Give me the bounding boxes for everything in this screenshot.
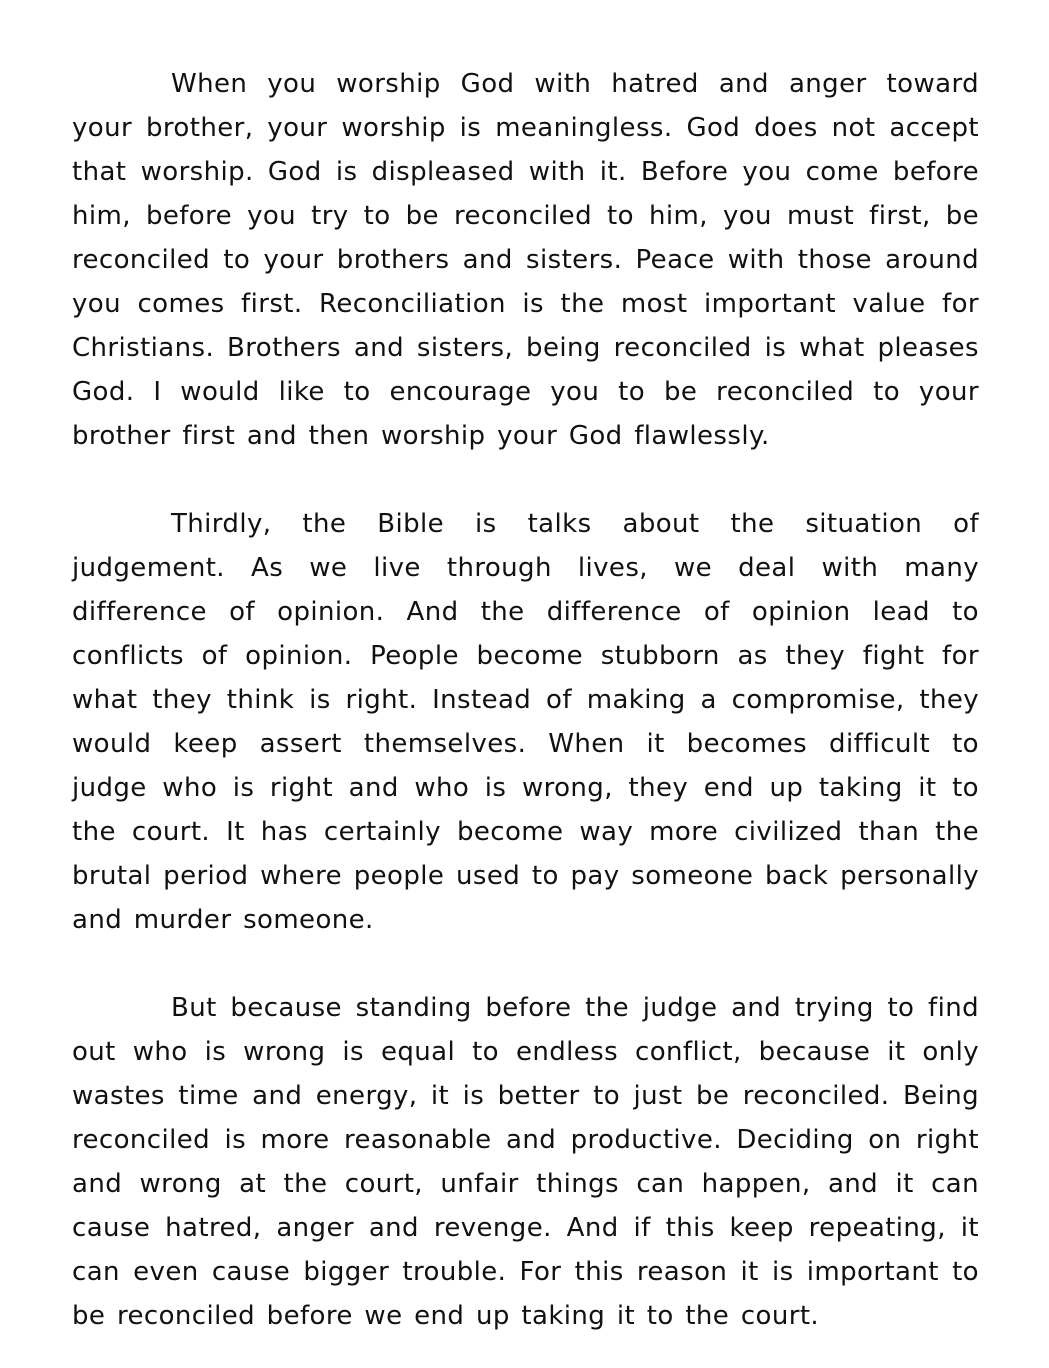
paragraph-worship: When you worship God with hatred and anger toward your brother, your worship is meaningless. God does not accept that worship. God is displeased with it. Before you come before him, before you try to be reconciled to him, you must first, be reconciled to your brothers and sisters. Peace with those around you comes first. Reconciliation is the most important value for Christians. Brothers and sisters, being reconciled is what pleases God. I would like to encourage you to be reconciled to your brother first and then worship your God flawlessly. xyxy=(72,69,979,451)
document-page xyxy=(72,62,979,1338)
paragraph-judgement: Thirdly, the Bible is talks about the situation of judgement. As we live through lives, we deal with many difference of opinion. And the difference of opinion lead to conflicts of opinion. People become stubborn as they fight for what they think is right. Instead of making a compromise, they would keep assert themselves. When it becomes difficult to judge who is right and who is wrong, they end up taking it to the court. It has certainly become way more civilized than the brutal period where people used to pay someone back personally and murder someone. xyxy=(72,509,979,935)
paragraph-reconciliation: But because standing before the judge and trying to find out who is wrong is equal to endless conflict, because it only wastes time and energy, it is better to just be reconciled. Being reconciled is more reasonable and productive. Deciding on right and wrong at the court, unfair things can happen, and it can cause hatred, anger and revenge. And if this keep repeating, it can even cause bigger trouble. For this reason it is important to be reconciled before we end up taking it to the court. xyxy=(72,993,979,1331)
